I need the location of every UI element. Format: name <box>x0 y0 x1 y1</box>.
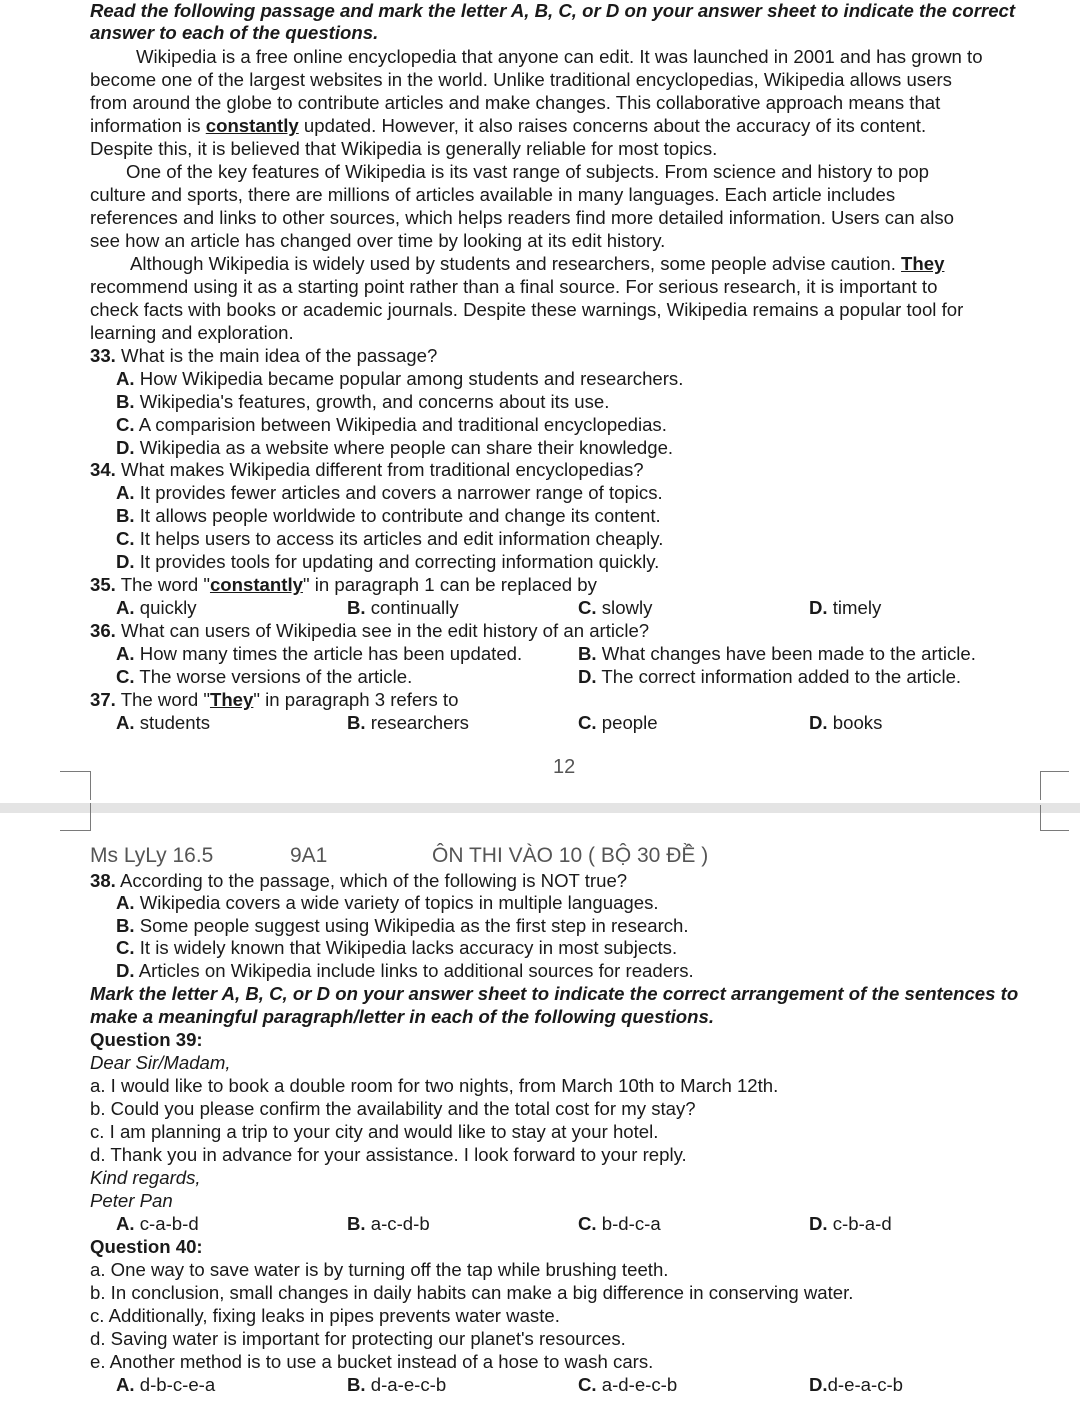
option-33-a[interactable]: A. How Wikipedia became popular among students and researchers. <box>116 368 684 389</box>
sentence-39-d: d. Thank you in advance for your assistance. I look forward to your reply. <box>90 1144 687 1165</box>
option-39-b[interactable]: B. a-c-d-b <box>347 1213 430 1234</box>
options-39 <box>0 1213 1080 1235</box>
option-39-d[interactable]: D. c-b-a-d <box>809 1213 892 1234</box>
passage-line: see how an article has changed over time by looking at its edit history. <box>90 230 666 251</box>
letter-signature: Peter Pan <box>90 1190 173 1211</box>
passage-line: Although Wikipedia is widely used by students and researchers, some people advise caution. They <box>130 253 945 274</box>
option-35-c[interactable]: C. slowly <box>578 597 653 618</box>
passage-line: become one of the largest websites in the world. Unlike traditional encyclopedias, Wikipedia allows users <box>90 69 952 90</box>
underlined-word-constantly: constantly <box>205 115 299 136</box>
option-33-b[interactable]: B. Wikipedia's features, growth, and concerns about its use. <box>116 391 610 412</box>
option-35-d[interactable]: D. timely <box>809 597 882 618</box>
instructions-line: Read the following passage and mark the letter A, B, C, or D on your answer sheet to indicate the correct <box>90 0 1016 21</box>
options-40 <box>0 1374 1080 1396</box>
option-37-c[interactable]: C. people <box>578 712 658 733</box>
passage-line: culture and sports, there are millions of articles available in many languages. Each article includes <box>90 184 896 205</box>
page-header <box>90 843 1030 869</box>
question-38: 38. According to the passage, which of the following is NOT true? <box>90 870 628 891</box>
question-33: 33. What is the main idea of the passage? <box>90 345 438 366</box>
sentence-39-a: a. I would like to book a double room for two nights, from March 10th to March 12th. <box>90 1075 779 1096</box>
instructions-line: answer to each of the questions. <box>90 22 379 43</box>
sentence-39-b: b. Could you please confirm the availability and the total cost for my stay? <box>90 1098 696 1119</box>
option-34-b[interactable]: B. It allows people worldwide to contribute and change its content. <box>116 505 661 526</box>
sentence-40-c: c. Additionally, fixing leaks in pipes prevents water waste. <box>90 1305 560 1326</box>
instructions-line: make a meaningful paragraph/letter in each of the following questions. <box>90 1006 715 1027</box>
question-37: 37. The word "They" in paragraph 3 refers to <box>90 689 459 710</box>
option-34-a[interactable]: A. It provides fewer articles and covers a narrower range of topics. <box>116 482 663 503</box>
option-39-a[interactable]: A. c-a-b-d <box>116 1213 199 1234</box>
question-39-label: Question 39: <box>90 1029 203 1050</box>
option-40-c[interactable]: C. a-d-e-c-b <box>578 1374 678 1395</box>
options-37 <box>0 712 1080 734</box>
question-40-label: Question 40: <box>90 1236 203 1257</box>
option-40-d[interactable]: D.d-e-a-c-b <box>809 1374 904 1395</box>
option-34-d[interactable]: D. It provides tools for updating and correcting information quickly. <box>116 551 660 572</box>
passage-line: information is constantly updated. However, it also raises concerns about the accuracy of its content. <box>90 115 927 136</box>
question-35: 35. The word "constantly" in paragraph 1 can be replaced by <box>90 574 597 595</box>
option-36-b[interactable]: B. What changes have been made to the article. <box>578 643 976 664</box>
option-36-a[interactable]: A. How many times the article has been updated. <box>116 643 523 664</box>
option-37-d[interactable]: D. books <box>809 712 883 733</box>
options-36-row1 <box>0 643 1080 665</box>
passage-line: Wikipedia is a free online encyclopedia that anyone can edit. It was launched in 2001 and has grown to <box>136 46 983 67</box>
header-author: Ms LyLy 16.5 <box>90 844 214 867</box>
option-36-c[interactable]: C. The worse versions of the article. <box>116 666 413 687</box>
question-36: 36. What can users of Wikipedia see in the edit history of an article? <box>90 620 650 641</box>
sentence-40-d: d. Saving water is important for protecting our planet's resources. <box>90 1328 626 1349</box>
passage-line: references and links to other sources, which helps readers find more detailed information. Users can also <box>90 207 955 228</box>
question-34: 34. What makes Wikipedia different from traditional encyclopedias? <box>90 459 644 480</box>
page-separator <box>0 803 1080 813</box>
option-33-c[interactable]: C. A comparision between Wikipedia and traditional encyclopedias. <box>116 414 667 435</box>
options-36-row2 <box>0 666 1080 688</box>
page-corner-mark <box>60 803 91 831</box>
passage-line: from around the globe to contribute articles and make changes. This collaborative approach means that <box>90 92 941 113</box>
sentence-40-e: e. Another method is to use a bucket instead of a hose to wash cars. <box>90 1351 654 1372</box>
option-37-a[interactable]: A. students <box>116 712 211 733</box>
option-38-a[interactable]: A. Wikipedia covers a wide variety of topics in multiple languages. <box>116 892 659 913</box>
option-39-c[interactable]: C. b-d-c-a <box>578 1213 661 1234</box>
option-35-b[interactable]: B. continually <box>347 597 459 618</box>
option-38-c[interactable]: C. It is widely known that Wikipedia lacks accuracy in most subjects. <box>116 937 678 958</box>
underlined-word-they: They <box>901 253 945 274</box>
option-37-b[interactable]: B. researchers <box>347 712 469 733</box>
page-corner-mark <box>60 771 91 800</box>
option-40-b[interactable]: B. d-a-e-c-b <box>347 1374 447 1395</box>
page-corner-mark <box>1040 805 1069 831</box>
options-35 <box>0 597 1080 619</box>
option-38-b[interactable]: B. Some people suggest using Wikipedia as the first step in research. <box>116 915 689 936</box>
passage-line: recommend using it as a starting point rather than a final source. For serious research, it is important to <box>90 276 938 297</box>
sentence-40-b: b. In conclusion, small changes in daily habits can make a big difference in conserving water. <box>90 1282 854 1303</box>
letter-greeting: Dear Sir/Madam, <box>90 1052 231 1073</box>
instructions-line: Mark the letter A, B, C, or D on your answer sheet to indicate the correct arrangement of the sentences to <box>90 983 1019 1004</box>
passage-line: learning and exploration. <box>90 322 294 343</box>
sentence-39-c: c. I am planning a trip to your city and would like to stay at your hotel. <box>90 1121 659 1142</box>
page-number: 12 <box>553 756 576 778</box>
passage-line: Despite this, it is believed that Wikipedia is generally reliable for most topics. <box>90 138 718 159</box>
sentence-40-a: a. One way to save water is by turning off the tap while brushing teeth. <box>90 1259 669 1280</box>
option-40-a[interactable]: A. d-b-c-e-a <box>116 1374 216 1395</box>
option-34-c[interactable]: C. It helps users to access its articles and edit information cheaply. <box>116 528 664 549</box>
header-title: ÔN THI VÀO 10 ( BỘ 30 ĐỀ ) <box>432 844 709 867</box>
option-36-d[interactable]: D. The correct information added to the article. <box>578 666 962 687</box>
letter-closing: Kind regards, <box>90 1167 201 1188</box>
header-class: 9A1 <box>290 844 328 867</box>
passage-line: One of the key features of Wikipedia is its vast range of subjects. From science and history to pop <box>126 161 930 182</box>
option-38-d[interactable]: D. Articles on Wikipedia include links to additional sources for readers. <box>116 960 694 981</box>
page-corner-mark <box>1040 771 1069 800</box>
option-33-d[interactable]: D. Wikipedia as a website where people can share their knowledge. <box>116 437 674 458</box>
passage-line: check facts with books or academic journals. Despite these warnings, Wikipedia remains a popular tool for <box>90 299 964 320</box>
option-35-a[interactable]: A. quickly <box>116 597 197 618</box>
